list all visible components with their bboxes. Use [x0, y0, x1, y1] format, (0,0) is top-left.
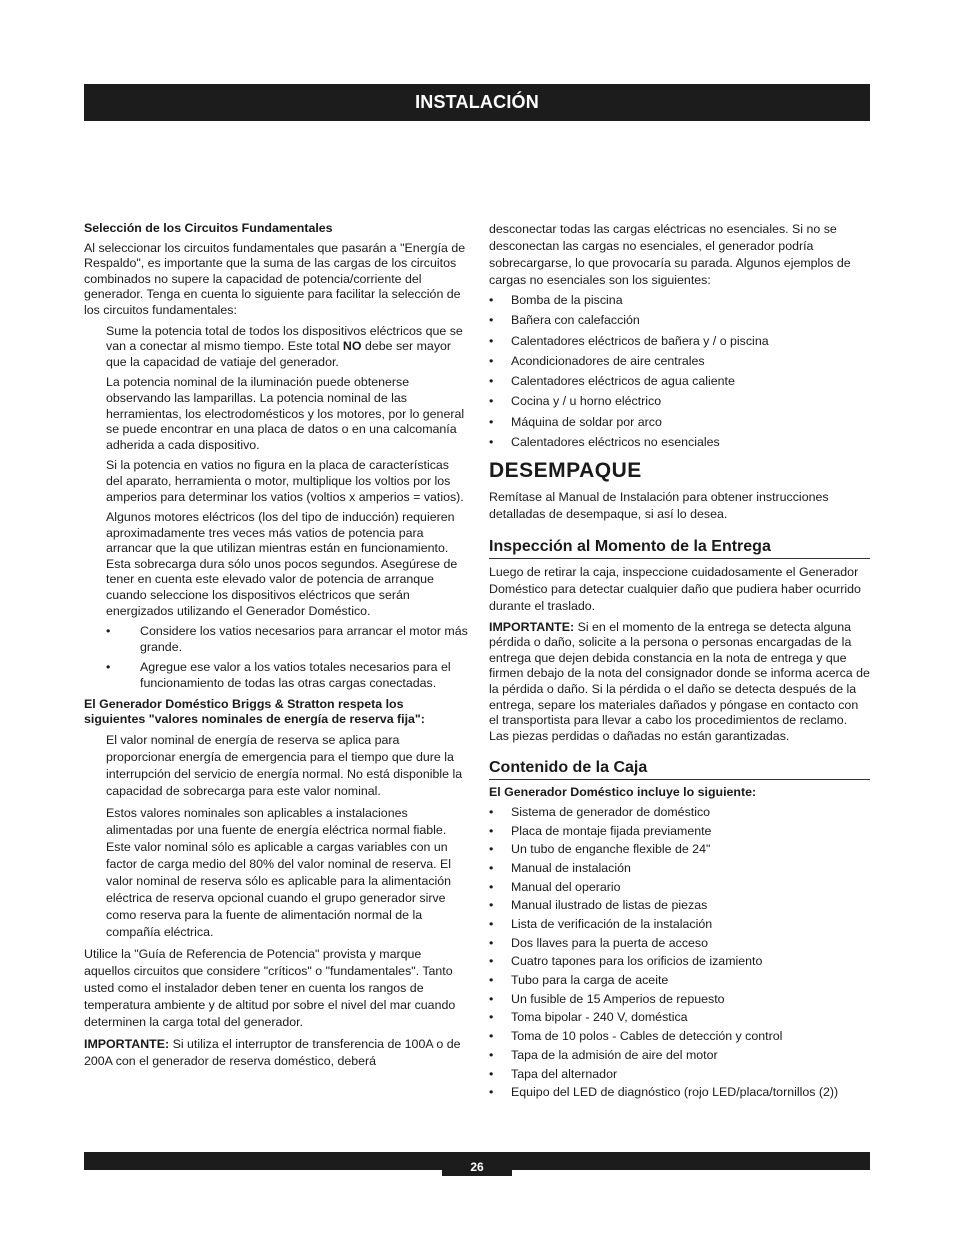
important-note-left	[84, 1036, 468, 1070]
sum-power-paragraph	[106, 324, 468, 371]
left-column	[84, 221, 468, 1075]
list-item: • Placa de montaje fijada previamente	[489, 824, 870, 840]
section-header: INSTALACIÓN	[84, 84, 870, 121]
lighting-paragraph: La potencia nominal de la iluminación puede obtenerse observando las lamparillas. La potencia nominal de las herramientas, los electrodomésticos y los motores, por lo general se puede encontrar en una placa de datos o en una calcomanía adherida a cada dispositivo.	[106, 375, 465, 452]
list-item: • Agregue ese valor a los vatios totales necesarios para el funcionamiento de todas las otras cargas conectadas.	[106, 660, 468, 691]
list-item: • Dos llaves para la puerta de acceso	[489, 936, 870, 952]
list-item: • Lista de verificación de la instalación	[489, 917, 870, 933]
sum-power-text-a: Sume la potencia total de todos los dispositivos eléctricos que se van a conectar al mismo tiempo. Este total	[106, 323, 463, 354]
list-item: • Toma bipolar - 240 V, doméstica	[489, 1010, 870, 1026]
nonessential-loads-list	[489, 293, 870, 451]
list-item: • Bañera con calefacción	[489, 313, 870, 329]
list-item: • Acondicionadores de aire centrales	[489, 354, 870, 370]
unpacking-text: Remítase al Manual de Instalación para obtener instrucciones detalladas de desempaque, si así lo desea.	[489, 489, 829, 521]
list-item: • Calentadores eléctricos de bañera y / o piscina	[489, 334, 870, 350]
important-label: IMPORTANTE:	[84, 1036, 170, 1051]
inspection-title: Inspección al Momento de la Entrega	[489, 537, 870, 559]
important-label: IMPORTANTE:	[489, 619, 575, 634]
list-item: • Calentadores eléctricos no esenciales	[489, 435, 870, 451]
ratings-heading: El Generador Doméstico Briggs & Stratton respeta los siguientes "valores nominales de energía de reserva fija":	[84, 696, 425, 727]
list-item: • Tapa del alternador	[489, 1067, 870, 1083]
continued-paragraph: desconectar todas las cargas eléctricas no esenciales. Si no se desconectan las cargas no esenciales, el generador podría sobrecargarse, lo que provocaría su parada. Algunos ejemplos de cargas no esenciales son los siguientes:	[489, 222, 851, 287]
unpacking-title: DESEMPAQUE	[489, 458, 642, 482]
inspection-text: Luego de retirar la caja, inspeccione cuidadosamente el Generador Doméstico para detectar cualquier daño que pudiera haber ocurrido durante el traslado.	[489, 564, 861, 613]
power-guide-paragraph: Utilice la "Guía de Referencia de Potencia" provista y marque aquellos circuitos que considere "críticos" o "fundamentales". Tanto usted como el instalador deben tener en cuenta los rangos de temperatura ambiente y de altitud por sobre el nivel del mar cuando determinen la carga total del generador.	[84, 946, 456, 1029]
list-item: • Sistema de generador de doméstico	[489, 805, 870, 821]
list-item: • Tubo para la carga de aceite	[489, 973, 870, 989]
motors-paragraph: Algunos motores eléctricos (los del tipo de inducción) requieren aproximadamente tres veces más vatios de potencia para arrancar que la que utilizan mientras están en funcionamiento. Esta sobrecarga dura sólo unos pocos segundos. Asegúrese de tener en cuenta este elevado valor de potencia de arranque cuando seleccione los dispositivos eléctricos que serán energizados utilizando el Generador Doméstico.	[106, 510, 458, 618]
box-contents-list	[489, 805, 870, 1101]
sum-power-text-b: debe ser mayor que la capacidad de vatiaje del generador.	[106, 339, 452, 369]
list-item: • Cocina y / u horno eléctrico	[489, 394, 870, 410]
list-item: • Máquina de soldar por arco	[489, 415, 870, 431]
list-item: • Bomba de la piscina	[489, 293, 870, 309]
right-column	[489, 221, 870, 1104]
list-item: • Un fusible de 15 Amperios de repuesto	[489, 992, 870, 1008]
important-text: Si en el momento de la entrega se detecta alguna pérdida o daño, solicite a la persona o personas encargadas de la entrega que dejen debida constancia en la nota de entrega y que firmen debajo de la nota del consignador donde se informa acerca de la pérdida o daño. Si la pérdida o el daño se detecta después de la entrega, separe los materiales dañados y póngase en contacto con el transportista para llevar a cabo los procedimientos de reclamo. Las piezas perdidas o dañadas no están garantizadas.	[489, 619, 870, 743]
list-item: • Manual ilustrado de listas de piezas	[489, 898, 870, 914]
list-item: • Toma de 10 polos - Cables de detección y control	[489, 1029, 870, 1045]
page-number: 26	[442, 1152, 512, 1176]
list-item: • Tapa de la admisión de aire del motor	[489, 1048, 870, 1064]
list-item: • Manual del operario	[489, 880, 870, 896]
list-item: • Cuatro tapones para los orificios de izamiento	[489, 954, 870, 970]
important-note-right	[489, 620, 870, 745]
list-item: • Un tubo de enganche flexible de 24"	[489, 842, 870, 858]
list-item: • Calentadores eléctricos de agua caliente	[489, 374, 870, 390]
standby-rating-paragraph: El valor nominal de energía de reserva se aplica para proporcionar energía de emergencia para el tiempo que dure la interrupción del servicio de energía normal. No está disponible la capacidad de sobrecarga para este valor nominal.	[106, 732, 463, 798]
circuits-intro: Al seleccionar los circuitos fundamentales que pasarán a "Energía de Respaldo", es importante que la suma de las cargas de los circuitos combinados no supere la capacidad de potencia/corriente del generador. Tenga en cuenta lo siguiente para facilitar la selección de los circuitos fundamentales:	[84, 240, 466, 317]
important-text: Si utiliza el interruptor de transferencia de 100A o de 200A con el generador de reserva doméstico, deberá	[84, 1036, 461, 1068]
box-contents-subtitle: El Generador Doméstico incluye lo siguiente:	[489, 785, 757, 800]
watts-paragraph: Si la potencia en vatios no figura en la placa de características del aparato, herramienta o motor, multiplique los voltios por los amperios para determinar los vatios (voltios x amperios = vatios).	[106, 458, 464, 504]
list-item: • Considere los vatios necesarios para arrancar el motor más grande.	[106, 624, 468, 655]
list-item: • Manual de instalación	[489, 861, 870, 877]
circuits-heading: Selección de los Circuitos Fundamentales	[84, 221, 333, 235]
ratings-applicability-paragraph: Estos valores nominales son aplicables a instalaciones alimentadas por una fuente de energía eléctrica normal fiable. Este valor nominal sólo es aplicable a cargas variables con un factor de carga medio del 80% del valor nominal de reserva. El valor nominal de reserva sólo es aplicable para la alimentación eléctrica de reserva opcional cuando el grupo generador sirve como reserva para la fuente de alimentación normal de la compañía eléctrica.	[106, 805, 452, 939]
no-emphasis: NO	[342, 339, 362, 354]
box-contents-title: Contenido de la Caja	[489, 758, 870, 780]
list-item: • Equipo del LED de diagnóstico (rojo LED/placa/tornillos (2))	[489, 1085, 870, 1101]
